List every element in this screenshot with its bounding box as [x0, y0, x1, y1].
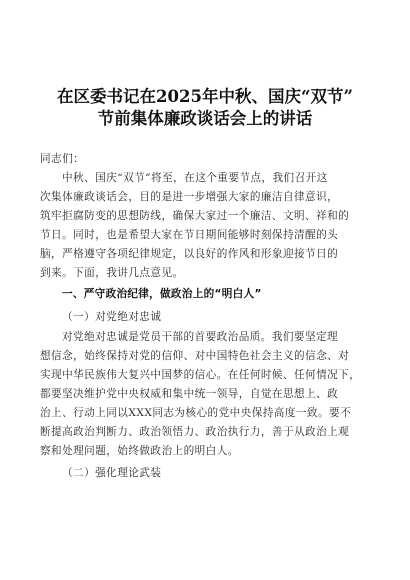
- intro-line: 到来。下面，我讲几点意见。: [40, 267, 184, 279]
- subsection-heading: （二）强化理论武装: [62, 467, 162, 479]
- paragraph-line: 都要坚决维护党中央权威和集中统一领导，自觉在思想上、政: [40, 388, 339, 400]
- subsection-heading: （一）对党绝对忠诚: [62, 311, 162, 323]
- document-title-line-2: 节前集体廉政谈话会上的讲话: [97, 109, 313, 128]
- paragraph-line: 实现中华民族伟大复兴中国梦的信心。在任何时候、任何情况下，: [40, 369, 361, 381]
- intro-line: 脑，严格遵守各项纪律规定，以良好的作风和形象迎接节日的: [40, 248, 339, 260]
- document-title-line-1: 在区委书记在2025年中秋、国庆“双节”: [57, 87, 353, 106]
- intro-line: 次集体廉政谈话会，目的是进一步增强大家的廉洁自律意识，: [40, 191, 339, 203]
- paragraph-line: 对党绝对忠诚是党员干部的首要政治品质。我们要坚定理: [62, 331, 339, 343]
- paragraph-line: 断提高政治判断力、政治领悟力、政治执行力，善于从政治上观: [40, 426, 350, 438]
- intro-line: 中秋、国庆“双节”将至，在这个重要节点，我们召开这: [62, 172, 328, 184]
- intro-line: 筑牢拒腐防变的思想防线，确保大家过一个廉洁、文明、祥和的: [40, 210, 350, 222]
- salutation: 同志们：: [40, 153, 85, 165]
- paragraph-line: 察和处理问题，始终做政治上的明白人。: [40, 445, 239, 457]
- paragraph-line: 想信念，始终保持对党的信仰、对中国特色社会主义的信念、对: [40, 350, 350, 362]
- intro-line: 节日。同时，也是希望大家在节日期间能够时刻保持清醒的头: [40, 229, 339, 241]
- section-heading: 一、严守政治纪律，做政治上的“明白人”: [62, 288, 262, 300]
- paragraph-line: 治上、行动上同以XXX同志为核心的党中央保持高度一致。要不: [40, 407, 352, 419]
